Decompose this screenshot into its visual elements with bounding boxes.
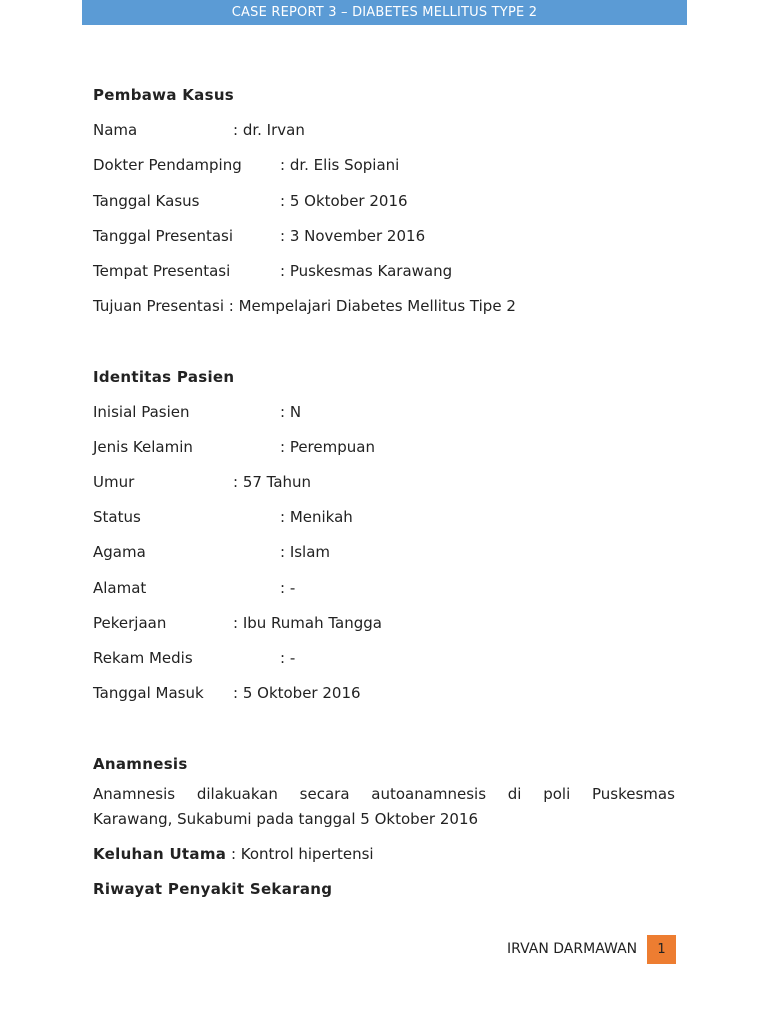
field-value: : - — [280, 649, 296, 667]
page-number-badge — [647, 935, 676, 964]
keluhan-utama-label: Keluhan Utama — [93, 844, 227, 863]
field-row-umur — [93, 470, 675, 505]
keluhan-utama-row — [93, 842, 675, 877]
field-value: : 5 Oktober 2016 — [280, 191, 408, 210]
field-row-alamat — [93, 576, 675, 611]
word: autoanamnesis — [371, 784, 487, 803]
field-row-pekerjaan — [93, 611, 675, 646]
field-row-tanggal-presentasi — [93, 224, 675, 259]
word: Puskesmas — [592, 784, 675, 803]
section-heading-riwayat-penyakit-sekarang: Riwayat Penyakit Sekarang — [93, 879, 333, 898]
word: secara — [299, 784, 350, 803]
anamnesis-paragraph — [93, 782, 675, 833]
field-value: : Puskesmas Karawang — [280, 261, 453, 280]
field-label: Tanggal Masuk — [93, 684, 204, 703]
page-number: 1 — [657, 942, 666, 957]
footer-author: IRVAN DARMAWAN — [507, 941, 638, 957]
field-label: Status — [93, 508, 141, 527]
field-row-inisial-pasien — [93, 400, 675, 435]
field-value: : Ibu Rumah Tangga — [233, 613, 382, 632]
field-label: Umur — [93, 473, 135, 492]
field-row-tanggal-masuk — [93, 681, 675, 716]
document-body — [93, 83, 675, 912]
header-title: CASE REPORT 3 – DIABETES MELLITUS TYPE 2 — [231, 5, 538, 20]
keluhan-utama-value: : Kontrol hipertensi — [226, 844, 374, 863]
field-value: : - — [280, 578, 296, 597]
field-row-nama — [93, 118, 675, 153]
section-heading-anamnesis: Anamnesis — [93, 754, 188, 773]
page-header — [82, 0, 687, 25]
section-heading-pembawa-kasus: Pembawa Kasus — [93, 86, 235, 104]
field-row-tujuan-presentasi: Tujuan Presentasi : Mempelajari Diabetes Mellitus Tipe 2 — [93, 297, 516, 316]
anamnesis-paragraph-line2: Karawang, Sukabumi pada tanggal 5 Oktober 2016 — [93, 810, 479, 829]
field-value: : Islam — [280, 543, 331, 562]
field-label: Alamat — [93, 578, 147, 597]
field-value: : dr. Irvan — [233, 121, 305, 140]
field-label: Tempat Presentasi — [93, 261, 231, 280]
field-label: Dokter Pendamping — [93, 156, 242, 175]
word: Anamnesis — [93, 784, 176, 803]
spacer — [93, 716, 675, 751]
word: di — [507, 784, 522, 803]
word: poli — [543, 784, 571, 803]
field-value: : 57 Tahun — [233, 473, 312, 492]
field-row-agama — [93, 540, 675, 575]
field-value: : N — [280, 402, 302, 421]
field-label: Tanggal Kasus — [93, 191, 200, 210]
field-label: Jenis Kelamin — [93, 437, 193, 456]
field-value: : 5 Oktober 2016 — [233, 684, 361, 703]
field-row-dokter-pendamping — [93, 153, 675, 188]
field-value: : Menikah — [280, 508, 353, 527]
field-label: Nama — [93, 121, 138, 140]
field-row-jenis-kelamin — [93, 435, 675, 470]
word: dilakuakan — [196, 784, 278, 803]
field-row-tanggal-kasus — [93, 189, 675, 224]
field-label: Inisial Pasien — [93, 402, 190, 421]
field-value: : dr. Elis Sopiani — [280, 156, 400, 175]
field-label: Tanggal Presentasi — [93, 226, 234, 245]
section-heading-identitas-pasien: Identitas Pasien — [93, 367, 235, 386]
field-label: Agama — [93, 543, 146, 562]
field-label: Rekam Medis — [93, 649, 193, 667]
field-value: : 3 November 2016 — [280, 226, 426, 245]
field-value: : Perempuan — [280, 437, 375, 456]
field-row-status — [93, 505, 675, 540]
field-row-tempat-presentasi — [93, 259, 675, 294]
field-row-rekam-medis — [93, 646, 675, 681]
field-label: Pekerjaan — [93, 613, 167, 632]
spacer — [93, 329, 675, 364]
